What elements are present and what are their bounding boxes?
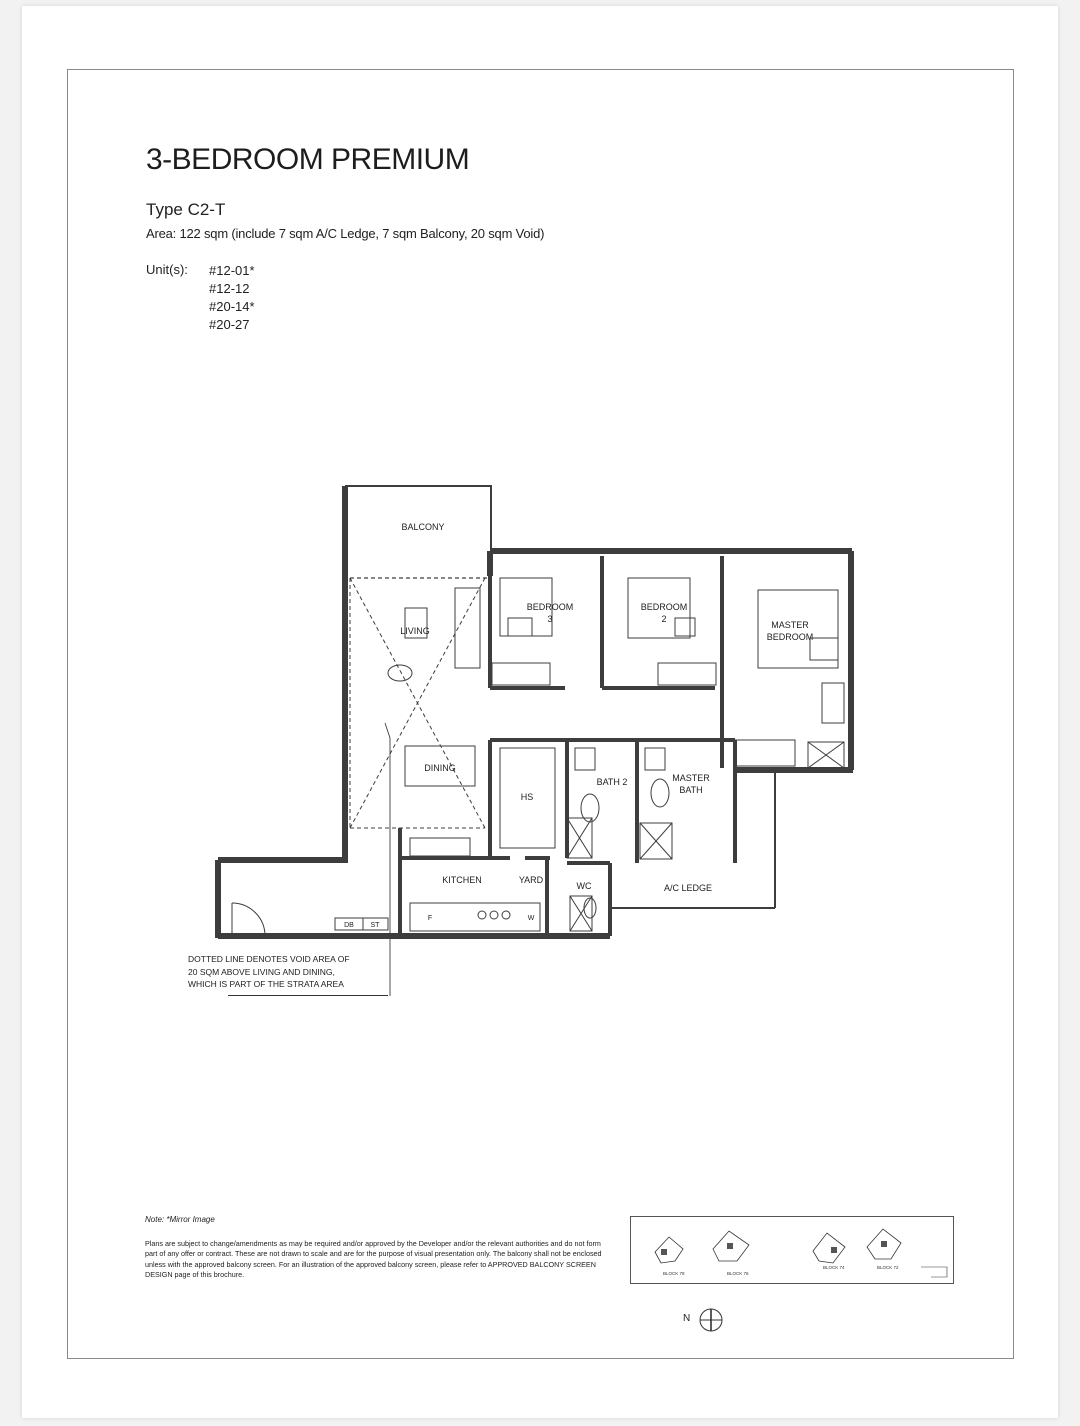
room-label-master-bedroom: BEDROOM bbox=[766, 632, 814, 642]
unit-area: Area: 122 sqm (include 7 sqm A/C Ledge, 7 sqm Balcony, 20 sqm Void) bbox=[146, 226, 545, 241]
compass-icon bbox=[695, 1305, 727, 1337]
room-label-dining: DINING bbox=[424, 763, 456, 773]
key-plan-block-72: BLOCK 72 bbox=[877, 1265, 899, 1270]
appliance-label-fridge: F bbox=[427, 915, 433, 922]
room-label-master-bath: MASTER bbox=[672, 773, 710, 783]
unit-number: #12-01* bbox=[209, 263, 255, 278]
outer-walls bbox=[218, 486, 853, 938]
unit-list bbox=[209, 262, 255, 334]
key-plan-block-74: BLOCK 74 bbox=[823, 1265, 845, 1270]
north-label: N bbox=[683, 1313, 691, 1324]
unit-number: #12-12 bbox=[209, 281, 250, 296]
room-label-bedroom3-number: 3 bbox=[547, 614, 553, 624]
room-label-kitchen: KITCHEN bbox=[442, 875, 482, 885]
room-label-ac-ledge: A/C LEDGE bbox=[663, 883, 713, 893]
unit-type: Type C2-T bbox=[146, 200, 226, 219]
room-label-bedroom2-number: 2 bbox=[661, 614, 667, 624]
key-plan bbox=[630, 1216, 954, 1284]
page-title: 3-BEDROOM PREMIUM bbox=[146, 143, 470, 176]
unit-number: #20-27 bbox=[209, 317, 250, 332]
mirror-image-note: Note: *Mirror Image bbox=[145, 1215, 215, 1224]
room-label-st: ST bbox=[370, 922, 380, 929]
appliance-label-washer: W bbox=[527, 915, 535, 922]
disclaimer-text: Plans are subject to change/amendments as may be required and/or approved by the Developer and/or the relevant authorities and do not form part of any offer or contract. These are not drawn to scale and are for the purpose of visual presentation only. The balcony shall not be enclosed unless with the approved balcony screen. For an illustration of the approved balcony screen, please refer to APPROVED BALCONY SCREEN DESIGN page of this brochure. bbox=[145, 1239, 602, 1280]
room-label-bedroom2: BEDROOM bbox=[640, 602, 688, 612]
room-label-db: DB bbox=[344, 922, 354, 929]
floor-plan bbox=[210, 478, 860, 998]
key-plan-block-76: BLOCK 76 bbox=[727, 1271, 749, 1276]
void-outline bbox=[350, 578, 485, 828]
room-label-hs: HS bbox=[520, 792, 534, 802]
room-label-balcony: BALCONY bbox=[401, 522, 445, 532]
room-label-yard: YARD bbox=[518, 875, 544, 885]
note-leader-line bbox=[228, 995, 388, 996]
room-label-living: LIVING bbox=[400, 626, 430, 636]
room-label-bedroom3: BEDROOM bbox=[526, 602, 574, 612]
void-area-note: DOTTED LINE DENOTES VOID AREA OF 20 SQM ABOVE LIVING AND DINING, WHICH IS PART OF THE STRATA AREA bbox=[188, 954, 350, 990]
room-label-bath2: BATH 2 bbox=[596, 777, 628, 787]
units-label: Unit(s): bbox=[146, 262, 188, 277]
room-label-master-bath-2: BATH bbox=[679, 785, 703, 795]
unit-number: #20-14* bbox=[209, 299, 255, 314]
key-plan-block-78: BLOCK 78 bbox=[663, 1271, 685, 1276]
room-label-master: MASTER bbox=[771, 620, 809, 630]
room-label-wc: WC bbox=[576, 881, 592, 891]
